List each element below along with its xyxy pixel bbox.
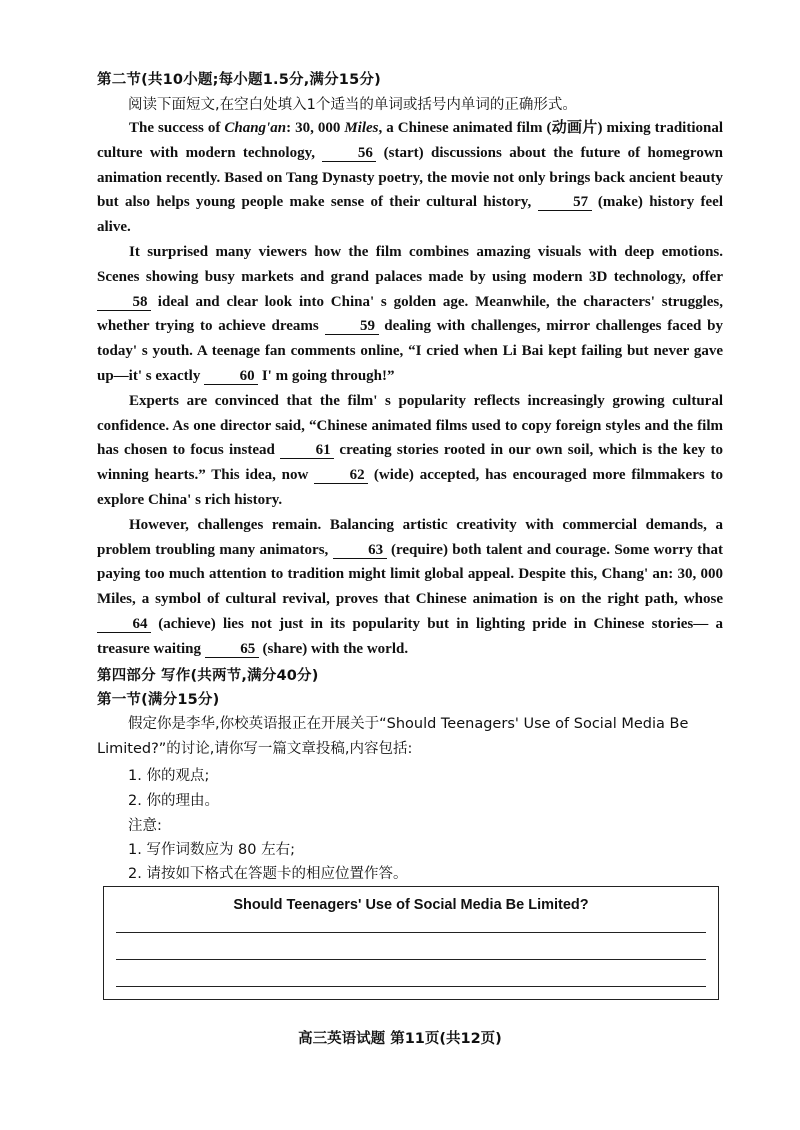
blank-56: 56 [322,145,376,162]
part4-heading: 第四部分 写作(共两节,满分40分) [97,668,319,684]
passage-paragraph-1: The success of Chang'an: 30, 000 Miles, a Chinese animated film (动画片) mixing traditional culture with modern technology, 56 (start) discussions about the future of homegrown animation recently. Based on Tang Dynasty poetry, the movie not only brings back ancient beauty but also helps young people make sense of their cultural history, 57 (make) history feel alive. [97,120,724,236]
page-footer: 高三英语试题 第11页(共12页) [298,1031,502,1047]
blank-62: 62 [314,467,368,484]
blank-60: 60 [204,368,258,385]
content-item-2: 2. 你的理由。 [128,793,219,809]
answer-line [116,959,706,960]
passage-paragraph-3: Experts are convinced that the film' s popularity reflects increasingly growing cultural confidence. As one director said, “Chinese animated films used to copy foreign styles and the film has chosen to focus instead 61 creating stories rooted in our own soil, which is the key to winning hearts.” This idea, now 62 (wide) accepted, has encouraged more filmmakers to explore China' s rich history. [97,392,724,508]
note-item-2: 2. 请按如下格式在答题卡的相应位置作答。 [128,866,408,882]
writing-task: 假定你是李华,你校英语报正在开展关于“Should Teenagers' Use of Social Media Be Limited?”的讨论,请你写一篇文章投稿,内容包括: [97,716,689,757]
answer-line [116,986,706,987]
cloze-passage [97,116,723,662]
blank-63: 63 [333,542,387,559]
blank-58: 58 [97,294,151,311]
section2-heading: 第二节(共10小题;每小题1.5分,满分15分) [97,72,381,88]
part4-section1-heading: 第一节(满分15分) [97,692,220,708]
passage-paragraph-4: However, challenges remain. Balancing artistic creativity with commercial demands, a problem troubling many animators, 63 (require) both talent and courage. Some worry that paying too much attention to tradition might limit global appeal. Despite this, Chang' an: 30, 000 Miles, a symbol of cultural revival, proves that Chinese animation is on the right path, whose 64 (achieve) lies not just in its popularity but in lighting pride in Chinese stories— a treasure waiting 65 (share) with the world. [97,516,724,657]
answer-line [116,932,706,933]
section2-instruction: 阅读下面短文,在空白处填入1个适当的单词或括号内单词的正确形式。 [128,97,577,113]
blank-57: 57 [538,194,592,211]
film-title-part-1: Chang'an [224,120,287,136]
blank-59: 59 [325,318,379,335]
answer-box-title: Should Teenagers' Use of Social Media Be Limited? [233,897,589,913]
passage-paragraph-2: It surprised many viewers how the film combines amazing visuals with deep emotions. Scenes showing busy markets and grand palaces made by using modern 3D technology, offer 58 ideal and clear look into China' s golden age. Meanwhile, the characters' struggles, whether trying to achieve dreams 59 dealing with challenges, mirror challenges faced by today' s youth. A teenage fan comments online, “I cried when Li Bai kept failing but never gave up—it' s exactly 60 I' m going through!” [97,243,724,384]
film-title-part-2: Miles [344,120,379,136]
blank-61: 61 [280,442,334,459]
notes-label: 注意: [128,818,162,834]
blank-64: 64 [97,616,151,633]
content-item-1: 1. 你的观点; [128,768,210,784]
blank-65: 65 [205,641,259,658]
note-item-1: 1. 写作词数应为 80 左右; [128,842,295,858]
answer-box [103,886,719,1000]
